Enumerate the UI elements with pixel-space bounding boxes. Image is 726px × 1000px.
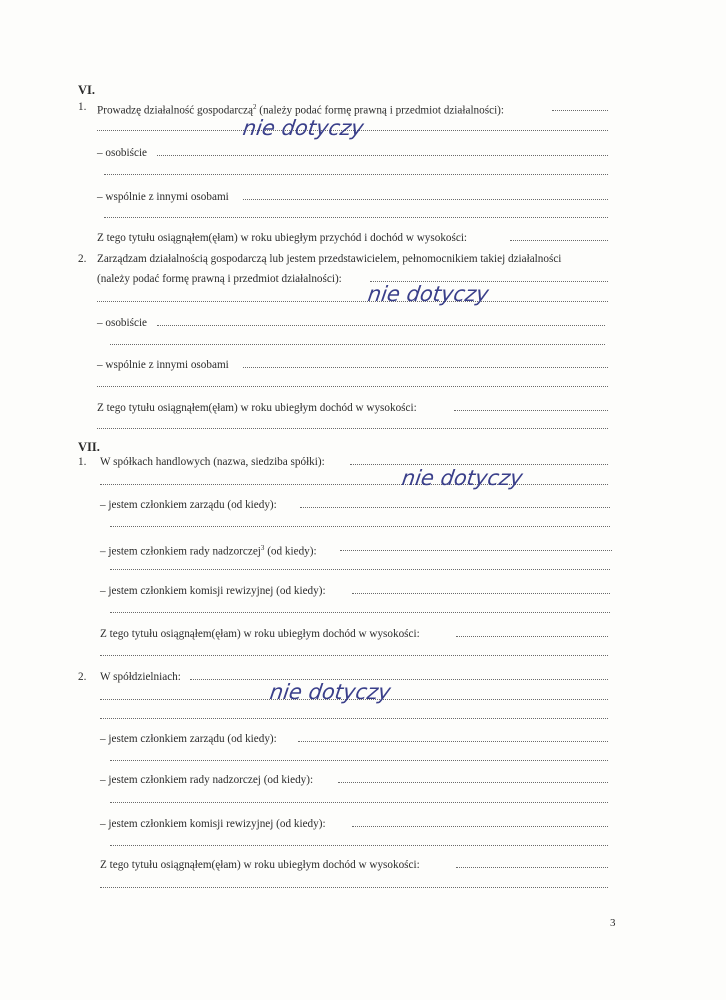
vii-item2-label: W spółdzielniach: [100, 671, 181, 683]
vii-item2-number: 2. [78, 671, 87, 683]
vii-rada2-field-2[interactable] [110, 800, 608, 803]
vii-komisja2-field-2[interactable] [110, 843, 608, 846]
handwritten-note-3: nie dotyczy [400, 466, 525, 490]
vii-rada-field[interactable] [340, 548, 612, 551]
vii-komisja-field-2[interactable] [110, 610, 610, 613]
vii-item2-field-a[interactable] [190, 677, 608, 680]
vii-income1-field-2[interactable] [100, 653, 608, 656]
vi-osobiscie-field-2[interactable] [104, 172, 608, 175]
vi-income2-field-2[interactable] [97, 426, 608, 429]
vi-wspolnie2-label: – wspólnie z innymi osobami [97, 359, 229, 371]
vi-wspolnie-field-2[interactable] [104, 215, 608, 218]
vii-zarzad2-field[interactable] [298, 739, 608, 742]
vii-rada2-field[interactable] [338, 780, 608, 783]
vii-rada2-label: – jestem członkiem rady nadzorczej (od kiedy): [100, 774, 314, 786]
vii-item1-field-b[interactable] [100, 482, 608, 485]
vi-wspolnie2-field-2[interactable] [97, 384, 608, 387]
vii-income2-label: Z tego tytułu osiągnąłem(ęłam) w roku ubiegłym dochód w wysokości: [100, 859, 420, 871]
handwritten-note-2: nie dotyczy [366, 282, 491, 306]
vii-rada-field-2[interactable] [110, 567, 610, 570]
vii-item2-field-c[interactable] [100, 716, 608, 719]
vii-zarzad-field-2[interactable] [110, 524, 610, 527]
vii-komisja2-field[interactable] [352, 824, 608, 827]
vii-zarzad-field[interactable] [300, 505, 610, 508]
vi-osobiscie2-field-2[interactable] [110, 342, 605, 345]
vi-item2-label-line2: (należy podać formę prawną i przedmiot działalności): [97, 273, 342, 285]
vi-item1-label: Prowadzę działalność gospodarczą$^2$ (należy podać formę prawną i przedmiot działalności): [97, 103, 505, 117]
vi-wspolnie2-field[interactable] [243, 365, 608, 368]
vi-osobiscie2-label: – osobiście [97, 317, 148, 329]
vi-wspolnie-label: – wspólnie z innymi osobami [97, 191, 229, 203]
vii-item1-number: 1. [78, 456, 87, 468]
page-number: 3 [610, 917, 616, 929]
vi-item2-field-b[interactable] [97, 299, 608, 302]
vii-komisja2-label: – jestem członkiem komisji rewizyjnej (od kiedy): [100, 818, 326, 830]
vi-osobiscie2-field[interactable] [157, 323, 605, 326]
vii-zarzad2-field-2[interactable] [110, 758, 608, 761]
vi-osobiscie-field[interactable] [157, 153, 608, 156]
vi-item2-number: 2. [78, 253, 87, 265]
vii-item1-field-a[interactable] [350, 462, 608, 465]
vi-wspolnie-field[interactable] [243, 197, 608, 200]
vii-item1-label: W spółkach handlowych (nazwa, siedziba spółki): [100, 456, 325, 468]
vi-osobiscie-label: – osobiście [97, 147, 148, 159]
vii-zarzad-label: – jestem członkiem zarządu (od kiedy): [100, 499, 277, 511]
vii-zarzad2-label: – jestem członkiem zarządu (od kiedy): [100, 733, 277, 745]
handwritten-note-4: nie dotyczy [268, 680, 393, 704]
vi-income1-field[interactable] [510, 238, 608, 241]
vi-income1-label: Z tego tytułu osiągnąłem(ęłam) w roku ubiegłym przychód i dochód w wysokości: [97, 232, 468, 244]
vi-income2-field[interactable] [454, 408, 608, 411]
vii-income2-field[interactable] [456, 865, 608, 868]
section-vi-heading: VI. [78, 83, 96, 97]
vi-income2-label: Z tego tytułu osiągnąłem(ęłam) w roku ubiegłym dochód w wysokości: [97, 402, 417, 414]
vii-income1-field[interactable] [456, 634, 608, 637]
vii-rada-label: – jestem członkiem rady nadzorczej$^3$ (od kiedy): [100, 544, 317, 558]
vii-income2-field-2[interactable] [100, 885, 608, 888]
vi-item1-number: 1. [78, 101, 87, 113]
vii-komisja-label: – jestem członkiem komisji rewizyjnej (od kiedy): [100, 585, 326, 597]
vi-item1-field-a[interactable] [552, 108, 608, 111]
vi-item2-label-line1: Zarządzam działalnością gospodarczą lub jestem przedstawicielem, pełnomocnikiem takiej działalności [97, 253, 562, 265]
vii-income1-label: Z tego tytułu osiągnąłem(ęłam) w roku ubiegłym dochód w wysokości: [100, 628, 420, 640]
section-vii-heading: VII. [78, 440, 100, 454]
handwritten-note-1: nie dotyczy [241, 116, 366, 140]
vii-komisja-field[interactable] [352, 591, 610, 594]
